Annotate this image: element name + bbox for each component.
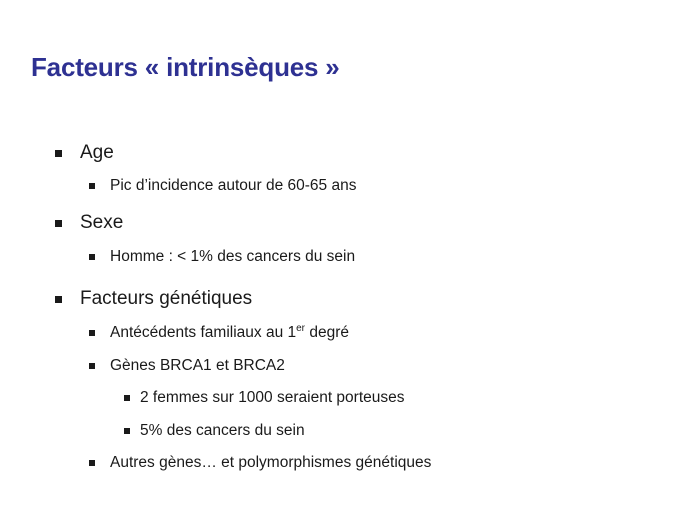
bullet-age	[80, 142, 114, 164]
bullet-superscript: er	[296, 322, 306, 334]
bullet-antecedents	[110, 324, 349, 342]
bullet-text: Facteurs génétiques	[80, 288, 253, 309]
square-bullet-icon	[89, 330, 95, 336]
bullet-sexe-homme	[110, 248, 355, 266]
square-bullet-icon	[55, 150, 62, 157]
bullet-text-after: degré	[305, 324, 349, 341]
square-bullet-icon	[89, 460, 95, 466]
bullet-brca	[110, 357, 285, 375]
bullet-text: Pic d’incidence autour de 60-65 ans	[110, 177, 357, 194]
square-bullet-icon	[55, 220, 62, 227]
bullet-text: Age	[80, 142, 114, 163]
slide-title: Facteurs « intrinsèques »	[31, 52, 340, 82]
bullet-age-peak	[110, 177, 356, 195]
square-bullet-icon	[124, 428, 130, 434]
bullet-text: Homme : < 1% des cancers du sein	[110, 248, 356, 265]
bullet-text: 2 femmes sur 1000 seraient porteuses	[140, 389, 405, 406]
bullet-brca-cancers	[140, 422, 305, 440]
bullet-text: Sexe	[80, 212, 124, 233]
square-bullet-icon	[89, 363, 95, 369]
bullet-sexe	[80, 212, 123, 234]
square-bullet-icon	[89, 254, 95, 260]
bullet-text: 5% des cancers du sein	[140, 422, 305, 439]
bullet-text: Gènes BRCA1 et BRCA2	[110, 357, 285, 374]
bullet-brca-porteuses	[140, 389, 405, 407]
square-bullet-icon	[55, 296, 62, 303]
bullet-autres-genes	[110, 454, 431, 472]
bullet-text-before: Antécédents familiaux au 1	[110, 324, 297, 341]
square-bullet-icon	[124, 395, 130, 401]
bullet-text: Autres gènes… et polymorphismes génétiques	[110, 454, 432, 471]
bullet-facteurs-genetiques	[80, 288, 252, 310]
square-bullet-icon	[89, 183, 95, 189]
